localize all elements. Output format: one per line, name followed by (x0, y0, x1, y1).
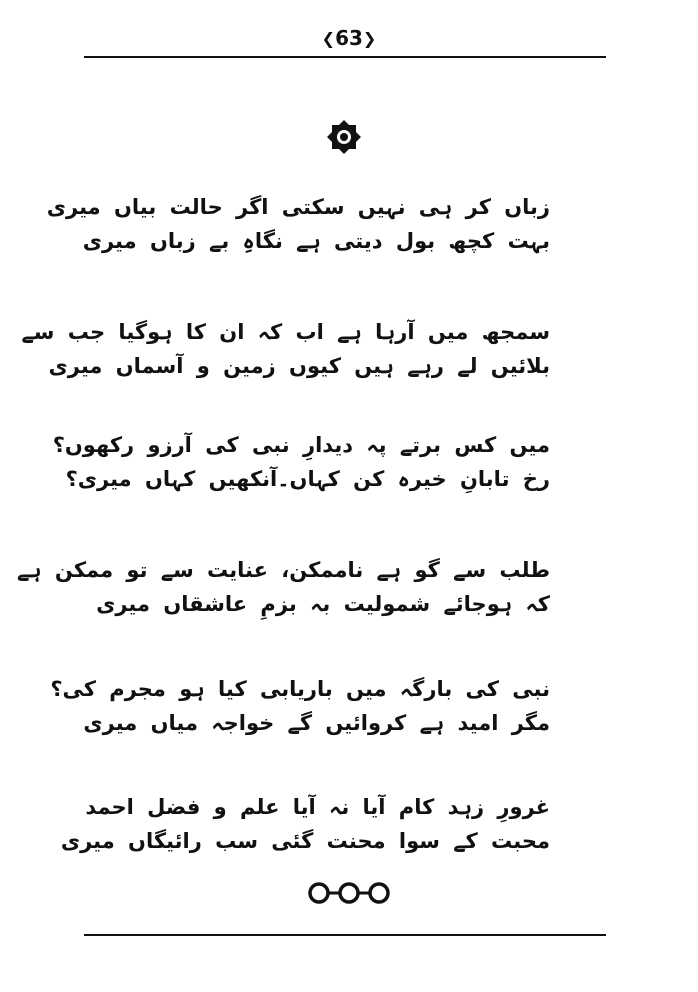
couplet-1 (46, 190, 550, 258)
page-number-right-ornament: ❯ (362, 29, 377, 48)
three-rings-ornament-icon (306, 880, 392, 906)
verse-line: زباں کر ہی نہیں سکتی اگر حالت بیاں میری (46, 195, 550, 219)
verse-line: غرورِ زہد کام آیا نہ آیا علم و فضل احمد (85, 795, 550, 819)
couplet-3 (52, 428, 550, 496)
verse-line: سمجھ میں آرہا ہے اب کہ ان کا ہوگیا جب سے (21, 320, 550, 344)
verse-line: بلائیں لے رہے ہیں کیوں زمین و آسماں میری (48, 354, 550, 378)
verse-line: کہ ہوجائے شمولیت بہ بزمِ عاشقاں میری (96, 592, 550, 616)
verse-line: بہت کچھ بول دیتی ہے نگاہِ بے زباں میری (82, 229, 550, 253)
page-number-left-ornament: ❮ (321, 29, 336, 48)
verse-line: رخ تابانِ خیرہ کن کہاں۔آنکھیں کہاں میری؟ (65, 467, 550, 491)
page-number (0, 24, 698, 54)
footer-rule (84, 934, 606, 936)
verse-line: طلب سے گو ہے ناممکن، عنایت سے تو ممکن ہے (17, 558, 550, 582)
couplet-5 (50, 672, 550, 740)
verse-line: نبی کی بارگہ میں باریابی کیا ہو مجرم کی؟ (50, 677, 550, 701)
star-ornament-icon (327, 120, 361, 154)
couplet-4 (17, 553, 550, 621)
verse-line: مگر امید ہے کروائیں گے خواجہ میاں میری (83, 711, 550, 735)
header-rule (84, 56, 606, 58)
couplet-6 (60, 790, 550, 858)
page-number-value: 63 (335, 26, 363, 50)
verse-line: میں کس برتے پہ دیدارِ نبی کی آرزو رکھوں؟ (52, 433, 550, 457)
couplet-2 (21, 315, 550, 383)
verse-line: محبت کے سوا محنت گئی سب رائیگاں میری (60, 829, 550, 853)
